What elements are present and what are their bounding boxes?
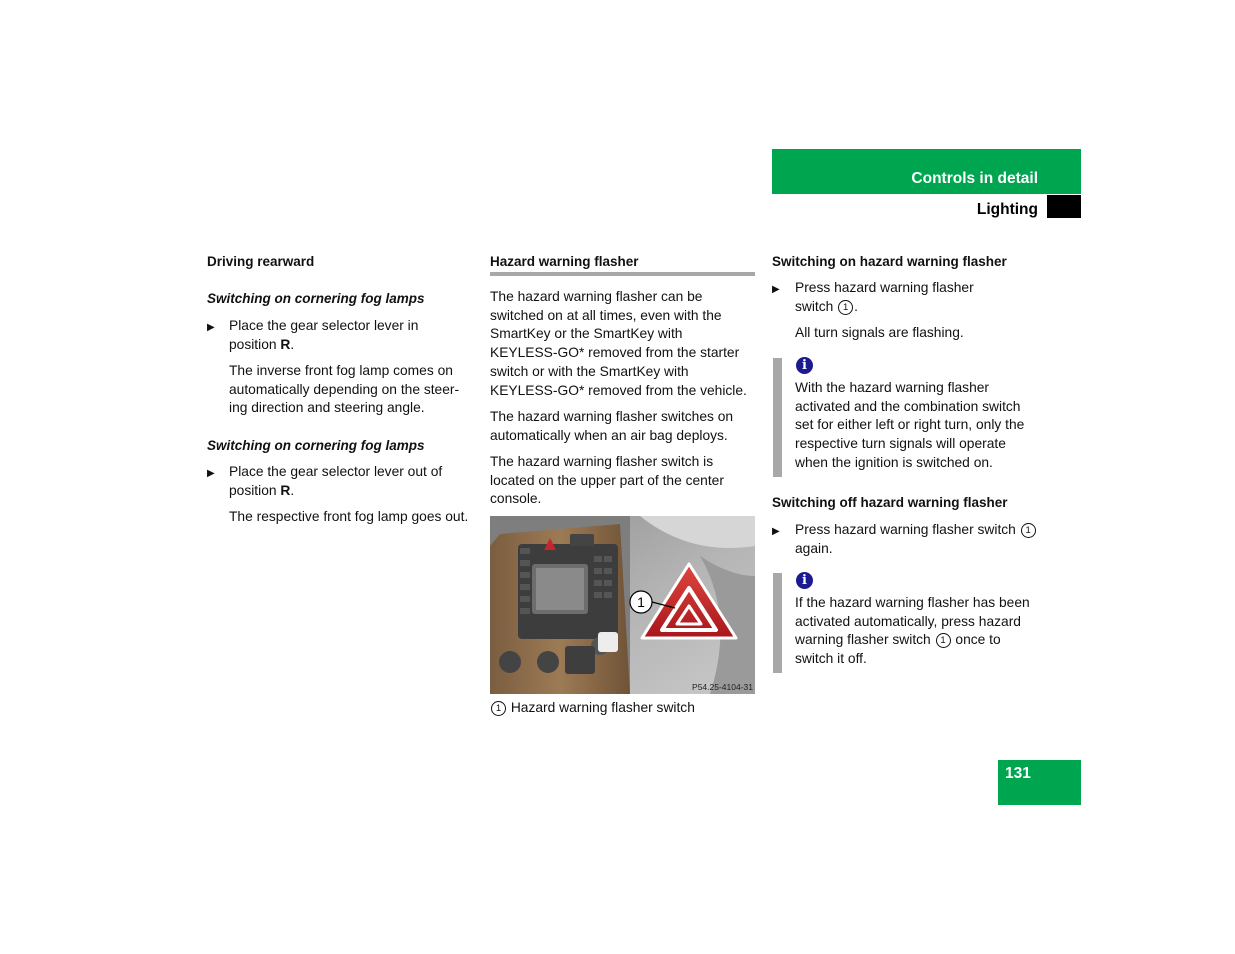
figure-code: P54.25-4104-31	[692, 682, 753, 692]
heading-switching-on: Switching on hazard warning flasher	[772, 254, 1007, 269]
info-icon: i	[796, 572, 813, 589]
callout-marker: 1	[936, 633, 951, 648]
bullet-icon: ▶	[207, 322, 215, 333]
bullet-icon: ▶	[772, 284, 780, 295]
step-press-switch-on: Press hazard warning flasher switch 1 .	[795, 280, 974, 314]
para-hazard-location: The hazard warning flasher switch is located on the upper part of the center console.	[490, 454, 724, 507]
callout-marker: 1	[838, 300, 853, 315]
info-bar	[773, 573, 782, 673]
info-note-combination-switch: With the hazard warning flasher activated and the combination switch set for either left or right turn, only the respective turn signals will operate when the ignition is switched on.	[795, 380, 1025, 470]
heading-switching-off: Switching off hazard warning flasher	[772, 495, 1008, 510]
bullet-icon: ▶	[207, 468, 215, 479]
subsection-marker	[1047, 195, 1081, 218]
heading-hazard: Hazard warning flasher	[490, 254, 639, 269]
page-number: 131	[1005, 765, 1031, 782]
step-gear-in-r: Place the gear selector lever in position R.	[229, 318, 419, 352]
subsection-title: Lighting	[976, 201, 1038, 218]
result-inverse-lamp: The inverse front fog lamp comes on automatically depending on the steer-ing direction and steering angle.	[229, 363, 460, 416]
result-signals-flashing: All turn signals are flashing.	[795, 325, 964, 340]
info-icon: i	[796, 357, 813, 374]
callout-marker: 1	[491, 701, 506, 716]
section-title: Controls in detail	[911, 170, 1038, 187]
callout-marker: 1	[1021, 523, 1036, 538]
bullet-icon: ▶	[772, 526, 780, 537]
figure-callout: 1	[637, 594, 645, 610]
para-hazard-always: The hazard warning flasher can be switched on at all times, even with the SmartKey or the SmartKey with KEYLESS-GO* removed from the starter switch or with the SmartKey with KEYLESS-GO* removed from the vehicle.	[490, 289, 747, 398]
info-bar	[773, 358, 782, 477]
heading-rule	[490, 272, 755, 276]
hazard-switch-photo	[490, 516, 755, 694]
info-note-auto-activated: If the hazard warning flasher has been activated automatically, press hazard warning flasher switch 1 once to switch it off.	[795, 595, 1030, 667]
step-press-switch-off: Press hazard warning flasher switch 1 again.	[795, 521, 1041, 558]
figure-caption: 1 Hazard warning flasher switch	[490, 699, 695, 718]
result-lamp-out: The respective front fog lamp goes out.	[229, 509, 469, 524]
heading-driving-rearward: Driving rearward	[207, 254, 315, 269]
subheading-cornering-on: Switching on cornering fog lamps	[207, 291, 425, 306]
subheading-cornering-off: Switching on cornering fog lamps	[207, 438, 425, 453]
para-hazard-airbag: The hazard warning flasher switches on automatically when an air bag deploys.	[490, 409, 734, 443]
step-gear-out-r: Place the gear selector lever out of position R.	[229, 464, 443, 498]
